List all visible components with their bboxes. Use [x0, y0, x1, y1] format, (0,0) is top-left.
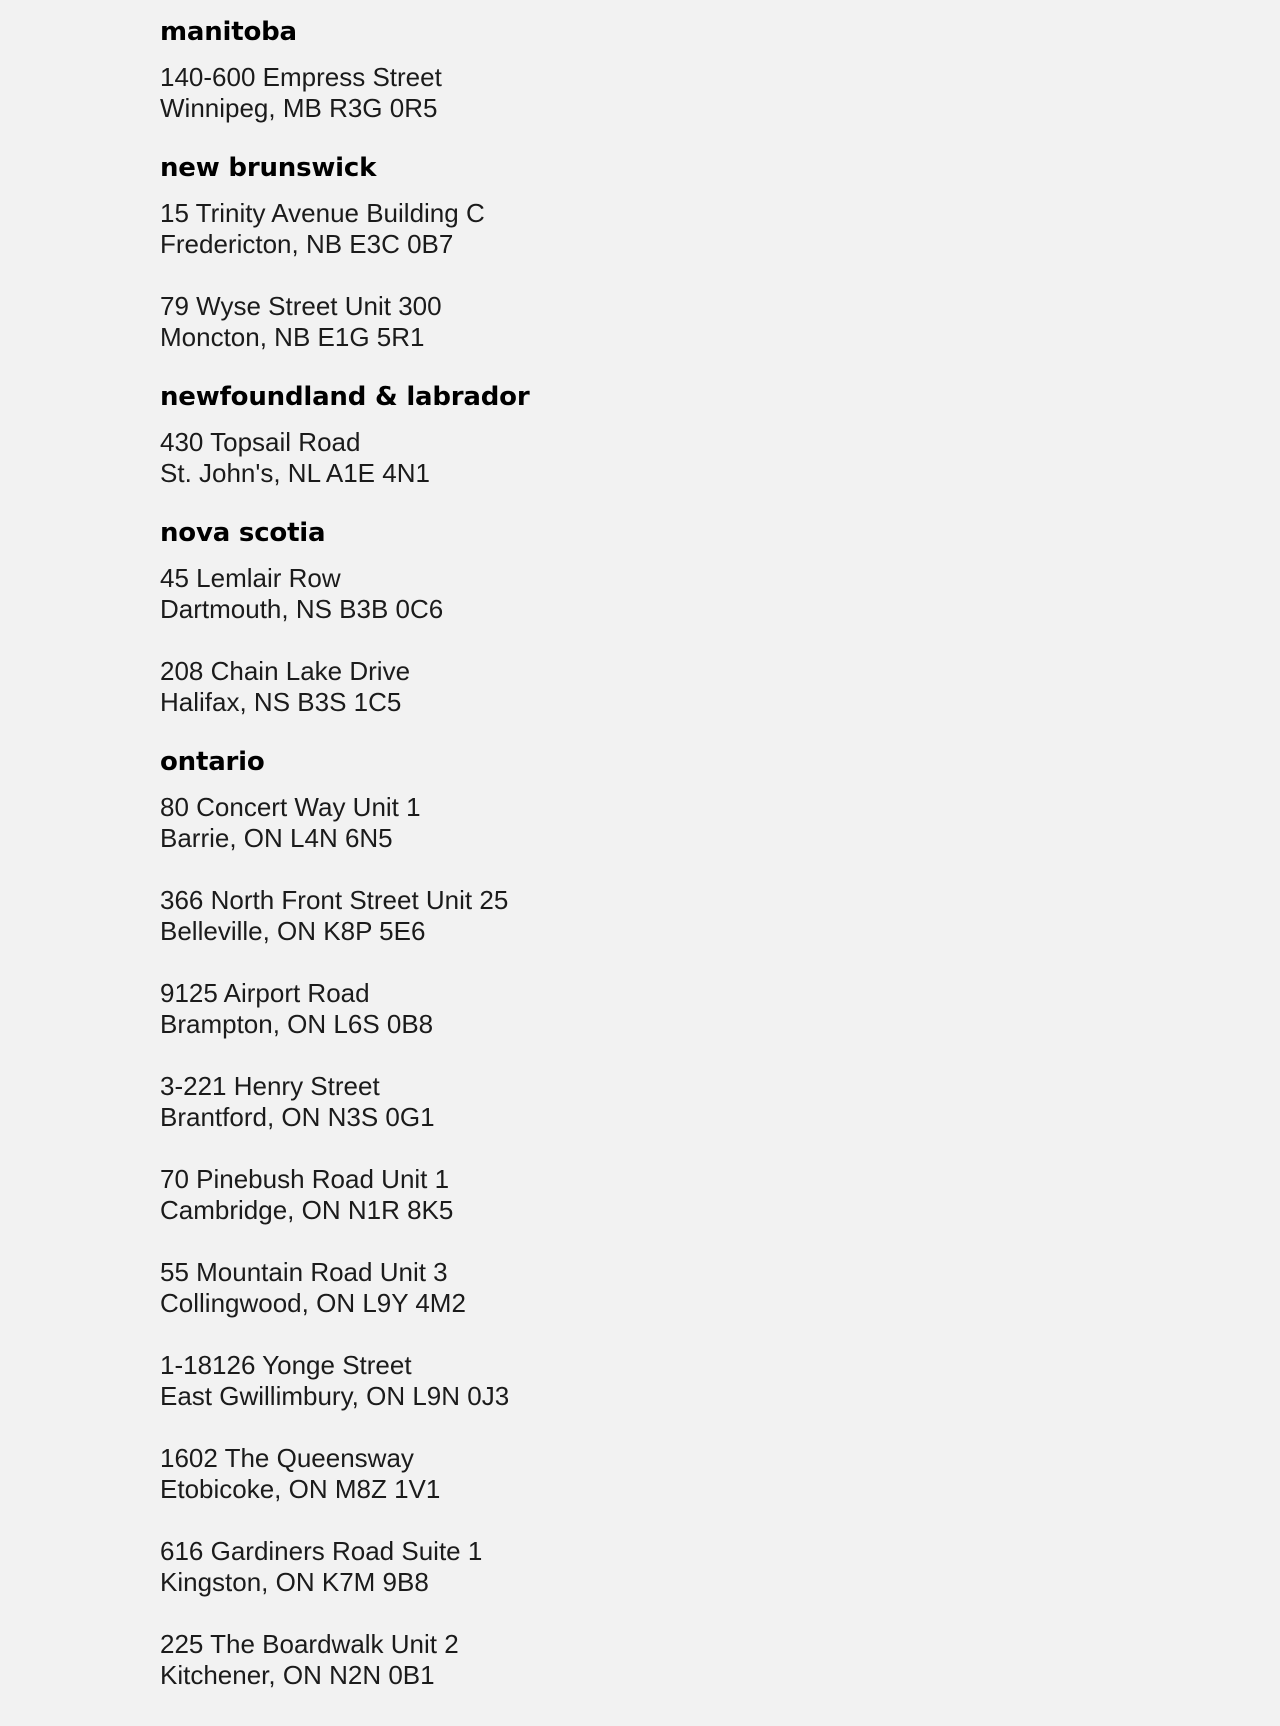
street-line: 1602 The Queensway	[160, 1443, 414, 1473]
city-line: St. John's, NL A1E 4N1	[160, 458, 430, 488]
city-line: Fredericton, NB E3C 0B7	[160, 229, 454, 259]
street-line: 79 Wyse Street Unit 300	[160, 291, 442, 321]
store-locations-list	[160, 14, 1060, 1691]
address-block	[160, 1443, 1060, 1505]
address-block	[160, 198, 1060, 260]
street-line: 45 Lemlair Row	[160, 563, 341, 593]
region-new-brunswick	[160, 150, 1060, 353]
city-line: Barrie, ON L4N 6N5	[160, 823, 393, 853]
region-heading: new brunswick	[160, 153, 377, 183]
street-line: 15 Trinity Avenue Building C	[160, 198, 485, 228]
street-line: 430 Topsail Road	[160, 427, 361, 457]
city-line: Collingwood, ON L9Y 4M2	[160, 1288, 466, 1318]
address-block	[160, 656, 1060, 718]
street-line: 616 Gardiners Road Suite 1	[160, 1536, 483, 1566]
street-line: 225 The Boardwalk Unit 2	[160, 1629, 459, 1659]
city-line: Cambridge, ON N1R 8K5	[160, 1195, 454, 1225]
region-heading: manitoba	[160, 17, 297, 47]
address-block	[160, 427, 1060, 489]
region-newfoundland-labrador	[160, 379, 1060, 489]
address-block	[160, 1629, 1060, 1691]
address-block	[160, 885, 1060, 947]
region-heading: newfoundland & labrador	[160, 382, 530, 412]
street-line: 1-18126 Yonge Street	[160, 1350, 412, 1380]
address-block	[160, 1536, 1060, 1598]
address-block	[160, 978, 1060, 1040]
address-block	[160, 1071, 1060, 1133]
city-line: Belleville, ON K8P 5E6	[160, 916, 426, 946]
address-block	[160, 792, 1060, 854]
street-line: 80 Concert Way Unit 1	[160, 792, 421, 822]
street-line: 70 Pinebush Road Unit 1	[160, 1164, 450, 1194]
address-block	[160, 62, 1060, 124]
city-line: Moncton, NB E1G 5R1	[160, 322, 425, 352]
region-manitoba	[160, 14, 1060, 124]
street-line: 55 Mountain Road Unit 3	[160, 1257, 448, 1287]
city-line: East Gwillimbury, ON L9N 0J3	[160, 1381, 510, 1411]
region-ontario	[160, 744, 1060, 1691]
address-block	[160, 1350, 1060, 1412]
city-line: Etobicoke, ON M8Z 1V1	[160, 1474, 441, 1504]
address-block	[160, 563, 1060, 625]
street-line: 366 North Front Street Unit 25	[160, 885, 509, 915]
address-block	[160, 1164, 1060, 1226]
city-line: Kitchener, ON N2N 0B1	[160, 1660, 435, 1690]
street-line: 3-221 Henry Street	[160, 1071, 380, 1101]
city-line: Kingston, ON K7M 9B8	[160, 1567, 429, 1597]
city-line: Winnipeg, MB R3G 0R5	[160, 93, 438, 123]
city-line: Halifax, NS B3S 1C5	[160, 687, 402, 717]
city-line: Dartmouth, NS B3B 0C6	[160, 594, 444, 624]
city-line: Brantford, ON N3S 0G1	[160, 1102, 435, 1132]
street-line: 208 Chain Lake Drive	[160, 656, 411, 686]
address-block	[160, 1257, 1060, 1319]
region-heading: ontario	[160, 747, 265, 777]
city-line: Brampton, ON L6S 0B8	[160, 1009, 434, 1039]
region-heading: nova scotia	[160, 518, 326, 548]
street-line: 140-600 Empress Street	[160, 62, 442, 92]
region-nova-scotia	[160, 515, 1060, 718]
street-line: 9125 Airport Road	[160, 978, 370, 1008]
address-block	[160, 291, 1060, 353]
